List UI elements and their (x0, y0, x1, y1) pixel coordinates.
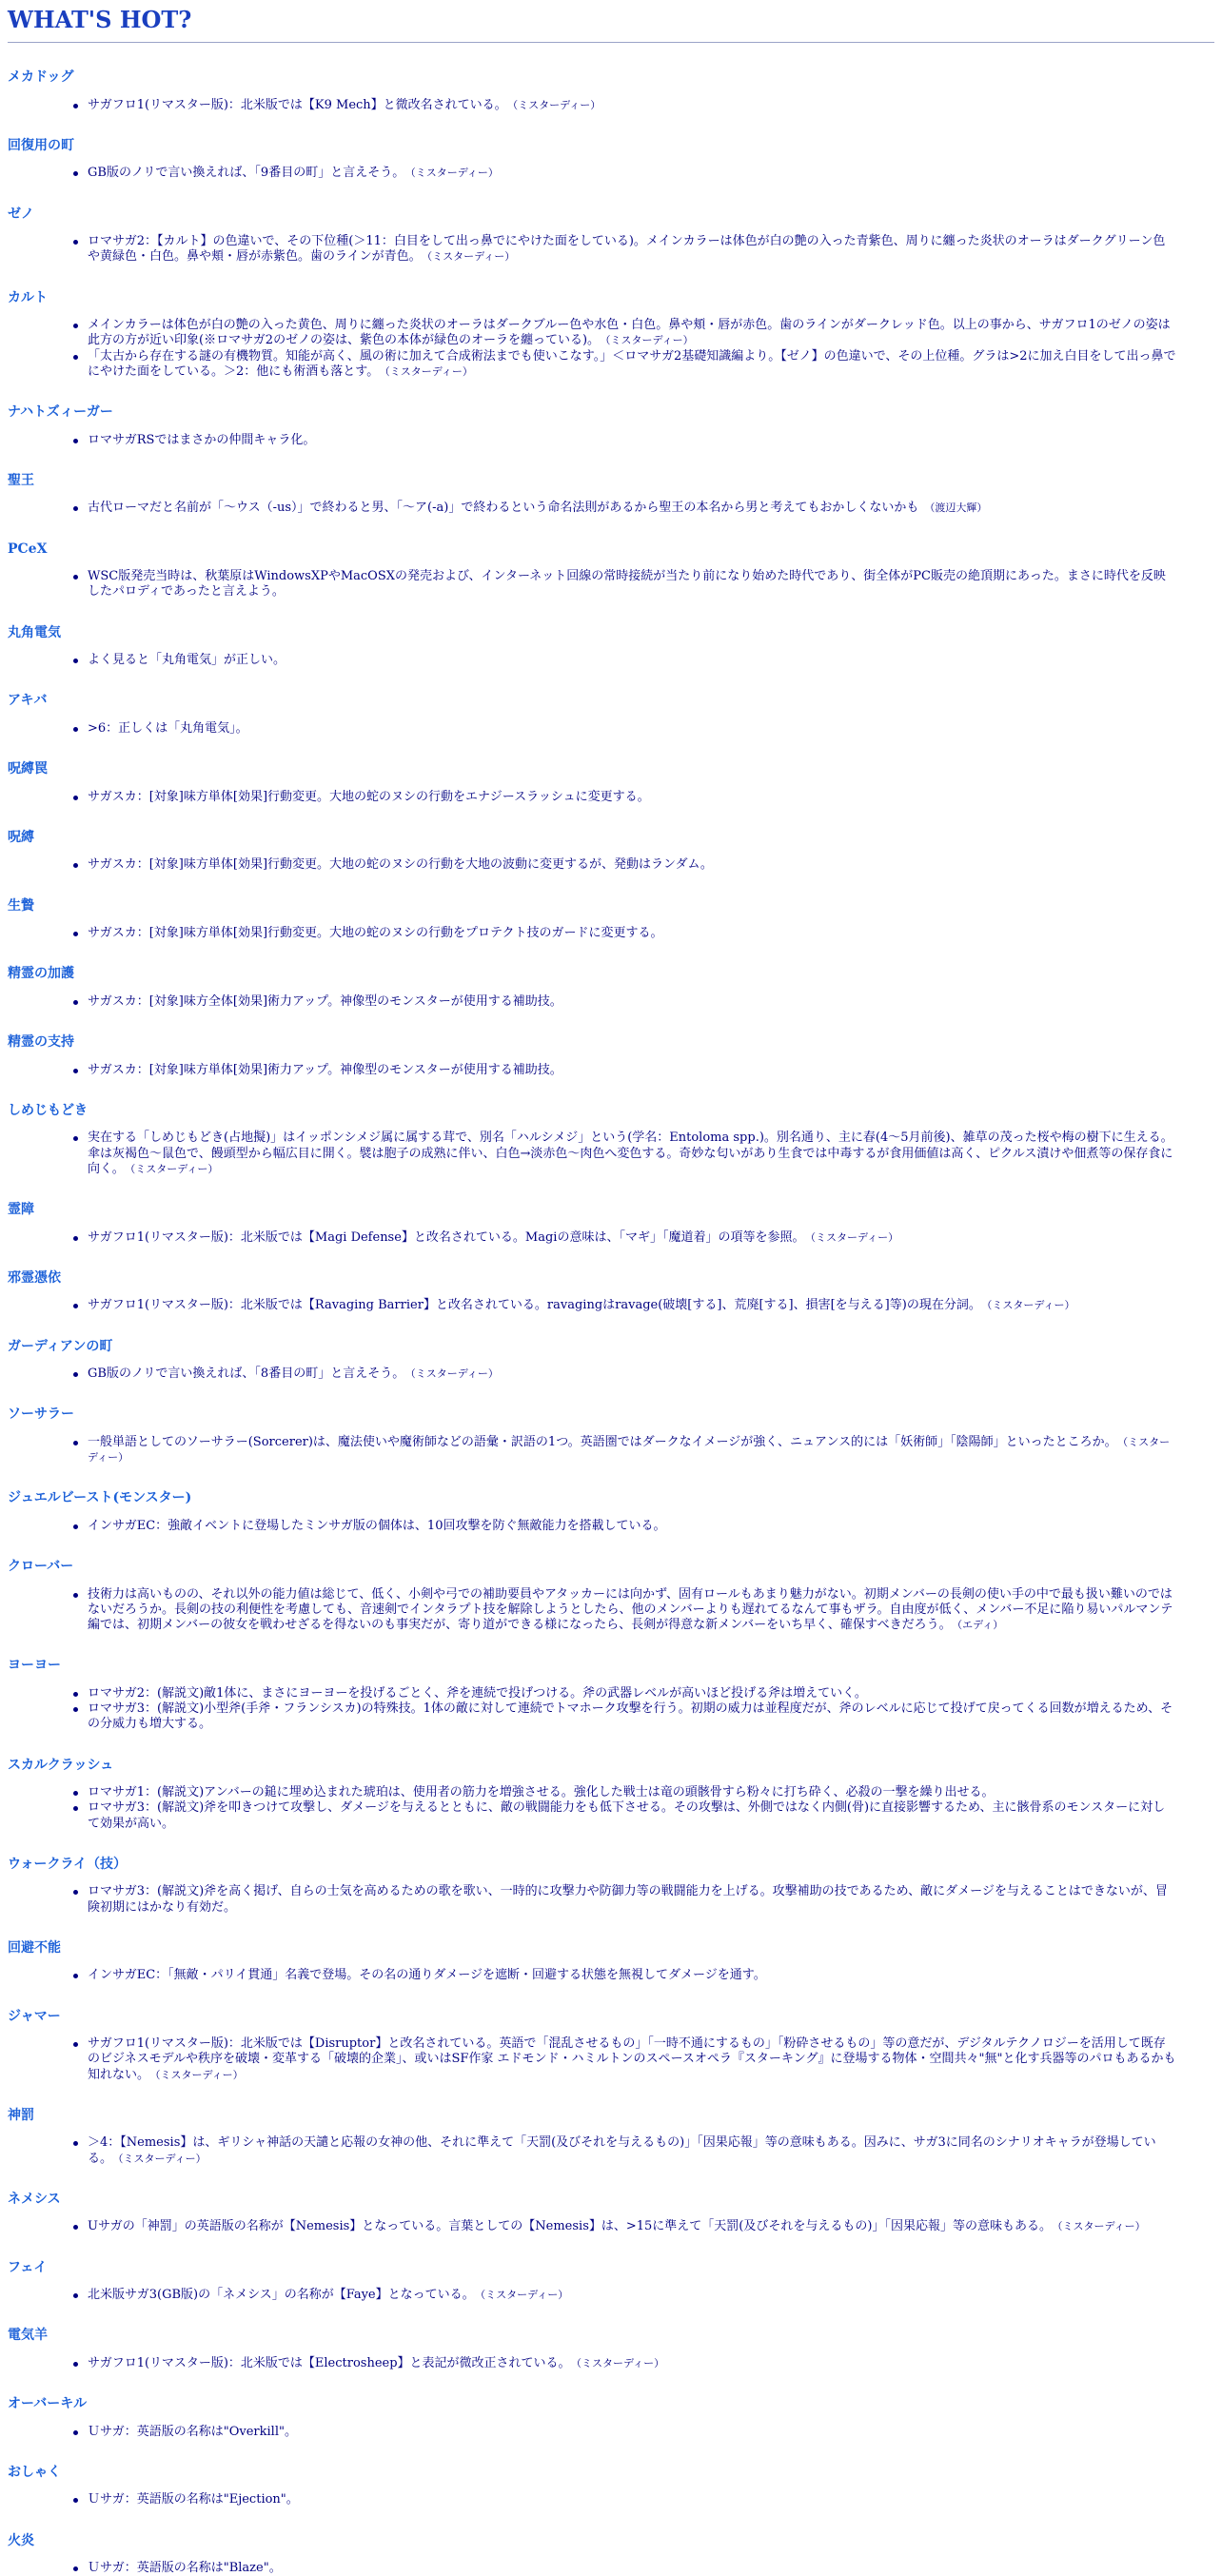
definition-item (88, 1298, 1214, 1313)
definition-text: GB版のノリで言い換えれば、「9番目の町」と言えそう。 (88, 166, 404, 180)
entry (8, 2235, 1214, 2304)
definition-list (8, 1367, 1214, 1382)
definition-list (8, 1230, 1214, 1246)
entry (8, 380, 1214, 448)
definition-text: Ｕサガ：英語版の名称は"Blaze"。 (88, 2561, 282, 2575)
entry (8, 2167, 1214, 2235)
entry-term: ジュエルビースト(モンスター) (8, 1465, 1214, 1519)
definition-text: ＞4：【Nemesis】は、ギリシャ神話の天譴と応報の女神の他、それに準えて「天罰(及びそれを与えるもの)」「因果応報」等の意味もある。因みに、サガ3に同名のシナリオキャラが登場している。 (88, 2135, 1156, 2165)
contributor-name: （渡辺大輝） (924, 501, 987, 514)
definition-text: ロマサガRSではまさかの仲間キャラ化。 (88, 433, 315, 447)
definition-text: サガフロ1(リマスター版)：北米版では【Ravaging Barrier】と改名されている。ravagingはravage(破壊[する]、荒廃[する]、損害[を与える]等)の現在分詞。 (88, 1298, 981, 1312)
entry-term: 精霊の加護 (8, 941, 1214, 994)
definition-item (88, 1131, 1214, 1177)
entry (8, 43, 1214, 113)
definition-list (8, 2135, 1214, 2167)
definition-text: 古代ローマだと名前が「～ウス（-us）」で終わると男、「～ア(-a)」で終わるという命名法則があるから聖王の本名から男と考えてもおかしくないかも (88, 501, 918, 515)
definition-text: 一般単語としてのソーサラー(Sorcerer)は、魔法使いや魔術師などの語彙・訳語の1つ。英語圏ではダークなイメージが強く、ニュアンス的には「妖術師」「陰陽師」といったところか。 (88, 1435, 1117, 1449)
definition-item (88, 433, 1214, 448)
definition-item (88, 1063, 1214, 1078)
definition-item (88, 1519, 1214, 1534)
entry-term: 神罰 (8, 2083, 1214, 2136)
definition-list (8, 234, 1214, 265)
definition-item (88, 857, 1214, 873)
entry (8, 517, 1214, 600)
entry-term: オーバーキル (8, 2371, 1214, 2425)
entry (8, 1246, 1214, 1314)
contributor-name: （ミスターディー） (1057, 2220, 1146, 2232)
entry-term: 呪縛罠 (8, 737, 1214, 790)
contributor-name: （ミスターディー） (130, 1163, 219, 1175)
definition-text: 北米版サガ3(GB版)の「ネメシス」の名称が【Faye】となっている。 (88, 2288, 475, 2302)
entry (8, 265, 1214, 381)
contributor-name: （ミスターディー） (481, 2289, 569, 2301)
entry-term: スカルクラッシュ (8, 1733, 1214, 1786)
entry (8, 600, 1214, 669)
definition-list (8, 653, 1214, 668)
definition-text: よく見ると「丸角電気」が正しい。 (88, 653, 286, 667)
contributor-name: （ミスターディー） (118, 2153, 207, 2165)
definition-list (8, 2219, 1214, 2234)
entry-term: クローバー (8, 1534, 1214, 1587)
entry (8, 1382, 1214, 1465)
entry (8, 182, 1214, 265)
definition-item (88, 2219, 1214, 2234)
entry-term: 霊障 (8, 1177, 1214, 1230)
definition-text: >6：正しくは「丸角電気」。 (88, 721, 248, 736)
definition-list (8, 98, 1214, 113)
definition-item (88, 318, 1214, 349)
definition-list (8, 2425, 1214, 2440)
entry-term: 火炎 (8, 2508, 1214, 2562)
contributor-name: （ミスターディー） (810, 1231, 898, 1244)
entry-term: 精霊の支持 (8, 1010, 1214, 1063)
definition-list (8, 501, 1214, 516)
entry-term: PCeX (8, 517, 1214, 570)
entry-term: ゼノ (8, 182, 1214, 235)
definition-list (8, 433, 1214, 448)
entry (8, 1733, 1214, 1832)
definition-list (8, 2036, 1214, 2083)
definition-item (88, 98, 1214, 113)
definition-list (8, 2561, 1214, 2576)
definition-item (88, 2425, 1214, 2440)
page-title: WHAT'S HOT? (8, 0, 1214, 43)
entry-term: 回復用の町 (8, 113, 1214, 167)
definition-text: サガスカ：[対象]味方単体[効果]行動変更。大地の蛇のヌシの行動を大地の波動に変更するが、発動はランダム。 (88, 857, 713, 872)
definition-text: ロマサガ2：【カルト】の色違いで、その下位種(＞11：白目をして出っ鼻でにやけた面をしている)。メインカラーは体色が白の艶の入った青紫色、周りに纏った炎状のオーラはダークグリーン色や黄緑色・白色。鼻や頬・唇が赤紫色。歯のラインが青色。 (88, 234, 1165, 264)
entry-term: しめじもどき (8, 1078, 1214, 1131)
definition-list (8, 1063, 1214, 1078)
definition-text: ロマサガ3：(解説文)斧を叩きつけて攻撃し、ダメージを与えるとともに、敵の戦闘能力をも低下させる。その攻撃は、外側ではなく内側(骨)に直接影響するため、主に骸骨系のモンスターに対して効果が高い。 (88, 1800, 1165, 1830)
entry (8, 2371, 1214, 2440)
definition-list (8, 2288, 1214, 2303)
entry (8, 1314, 1214, 1383)
definition-item (88, 2492, 1214, 2507)
entry (8, 113, 1214, 182)
definition-list (8, 721, 1214, 737)
entry (8, 1984, 1214, 2083)
definition-item (88, 1686, 1214, 1701)
entry (8, 1177, 1214, 1246)
definition-list (8, 1298, 1214, 1313)
entry (8, 1465, 1214, 1534)
entry (8, 2083, 1214, 2167)
definition-item (88, 994, 1214, 1010)
contributor-name: （ミスターディー） (987, 1299, 1075, 1311)
entry (8, 2440, 1214, 2508)
entry (8, 1534, 1214, 1633)
definition-list (8, 1884, 1214, 1916)
definition-list (8, 1519, 1214, 1534)
definition-text: GB版のノリで言い換えれば、「8番目の町」と言えそう。 (88, 1367, 404, 1381)
definition-item (88, 1367, 1214, 1382)
definition-text: Uサガの「神罰」の英語版の名称が【Nemesis】となっている。言葉としての【Nemesis】は、>15に準えて「天罰(及びそれを与えるもの)」「因果応報」等の意味もある。 (88, 2219, 1052, 2233)
contributor-name: （ミスターディー） (513, 99, 601, 111)
definition-item (88, 166, 1214, 181)
entry-term: 生贄 (8, 874, 1214, 927)
entry (8, 1010, 1214, 1078)
definition-text: 実在する「しめじもどき(占地擬)」はイッポンシメジ属に属する茸で、別名「ハルシメジ」という(学名：Entoloma spp.)。別名通り、主に春(4～5月前後)、雑草の茂った桜や梅の樹下に生える。傘は灰褐色～鼠色で、饅頭型から幅広目に開く。襞は胞子の成熟に伴い、白色→淡赤色～肉色へ変色する。奇妙な匂いがあり生食では中毒するが食用価値は高く、ピクルス漬けや佃煮等の保存食に向く。 (88, 1131, 1173, 1176)
entry-term: ウォークライ（技） (8, 1832, 1214, 1885)
definition-item (88, 790, 1214, 805)
entry-term: メカドッグ (8, 43, 1214, 98)
definition-item (88, 569, 1214, 600)
entry-term: おしゃく (8, 2440, 1214, 2493)
definition-text: Ｕサガ：英語版の名称は"Ejection"。 (88, 2492, 299, 2507)
contributor-name: （ミスターディー） (577, 2357, 665, 2370)
definition-item (88, 2036, 1214, 2083)
definition-list (8, 1785, 1214, 1832)
entry-term: ナハトズィーガー (8, 380, 1214, 433)
entry-list (8, 43, 1214, 2576)
definition-text: WSC版発売当時は、秋葉原はWindowsXPやMacOSXの発売および、インターネット回線の常時接続が当たり前になり始めた時代であり、街全体がPC販売の絶頂期にあった。まさに時代を反映したパロディであったと言えよう。 (88, 569, 1166, 599)
definition-item (88, 1701, 1214, 1733)
contributor-name: （ミスターディー） (155, 2069, 244, 2081)
definition-item (88, 349, 1214, 381)
definition-item (88, 2356, 1214, 2371)
entry (8, 737, 1214, 805)
definition-item (88, 926, 1214, 941)
definition-text: Ｕサガ：英語版の名称は"Overkill"。 (88, 2425, 297, 2439)
definition-list (8, 994, 1214, 1010)
definition-item (88, 1230, 1214, 1246)
definition-text: ロマサガ3：(解説文)斧を高く掲げ、自らの士気を高めるための歌を歌い、一時的に攻撃力や防御力等の戦闘能力を上げる。攻撃補助の技であるため、敵にダメージを与えることはできないが、冒険初期にはかなり有効だ。 (88, 1884, 1168, 1914)
definition-item (88, 653, 1214, 668)
contributor-name: （ミスターディー） (88, 1436, 1170, 1464)
definition-item (88, 2561, 1214, 2576)
entry-term: アキバ (8, 668, 1214, 721)
definition-item (88, 1587, 1214, 1634)
definition-text: ロマサガ2：(解説文)敵1体に、まさにヨーヨーを投げるごとく、斧を連続で投げつける。斧の武器レベルが高いほど投げる斧は増えていく。 (88, 1686, 867, 1701)
entry (8, 874, 1214, 942)
definition-list (8, 857, 1214, 873)
contributor-name: （ミスターディー） (384, 365, 473, 378)
definition-list (8, 318, 1214, 380)
definition-text: サガスカ：[対象]味方単体[効果]行動変更。大地の蛇のヌシの行動をエナジースラッシュに変更する。 (88, 790, 650, 804)
entry (8, 448, 1214, 517)
definition-text: ロマサガ3：(解説文)小型斧(手斧・フランシスカ)の特殊技。1体の敵に対して連続でトマホーク攻撃を行う。初期の威力は並程度だが、斧のレベルに応じて投げて戻ってくる回数が増えるため、その分威力も増大する。 (88, 1701, 1173, 1731)
contributor-name: （ミスターディー） (410, 1367, 499, 1380)
entry (8, 1078, 1214, 1177)
definition-list (8, 1131, 1214, 1177)
entry (8, 2303, 1214, 2371)
definition-list (8, 166, 1214, 181)
entry-term: 邪霊憑依 (8, 1246, 1214, 1299)
definition-text: サガスカ：[対象]味方全体[効果]術力アップ。神像型のモンスターが使用する補助技。 (88, 994, 562, 1009)
entry-term: ソーサラー (8, 1382, 1214, 1435)
definition-text: インサガEC：「無敵・パリイ貫通」名義で登場。その名の通りダメージを遮断・回避する状態を無視してダメージを通す。 (88, 1968, 766, 1982)
entry-term: フェイ (8, 2235, 1214, 2289)
definition-item (88, 1785, 1214, 1800)
entry-term: 回避不能 (8, 1916, 1214, 1969)
definition-text: 「太古から存在する謎の有機物質。知能が高く、風の術に加えて合成術法までも使いこなす。」＜ロマサガ2基礎知識編より。【ゼノ】の色違いで、その上位種。グラは>2に加え白目をして出っ鼻でにやけた面をしている。＞2：他にも術酒も落とす。 (88, 349, 1176, 379)
definition-list (8, 2492, 1214, 2507)
entry (8, 2508, 1214, 2576)
entry (8, 1916, 1214, 1984)
definition-list (8, 569, 1214, 600)
definition-list (8, 2356, 1214, 2371)
contributor-name: （ミスターディー） (427, 250, 516, 263)
definition-item (88, 234, 1214, 265)
entry (8, 805, 1214, 874)
entry-term: 呪縛 (8, 805, 1214, 858)
entry-term: 聖王 (8, 448, 1214, 501)
contributor-name: （ミスターディー） (605, 334, 694, 346)
definition-item (88, 721, 1214, 737)
entry-term: ネメシス (8, 2167, 1214, 2220)
definition-item (88, 1968, 1214, 1983)
definition-text: ロマサガ1：(解説文)アンバーの鎚に埋め込まれた琥珀は、使用者の筋力を増強させる。強化した戦士は竜の頭骸骨すら粉々に打ち砕く、必殺の一撃を繰り出せる。 (88, 1785, 994, 1799)
definition-item (88, 1884, 1214, 1916)
definition-text: 技術力は高いものの、それ以外の能力値は総じて、低く、小剣や弓での補助要員やアタッカーには向かず、固有ロールもあまり魅力がない。初期メンバーの長剣の使い手の中で最も扱い難いのではないだろうか。長剣の技の利便性を考慮しても、音速剣でインタラプト技を解除しようとしたら、他のメンバーよりも遅れてるなんて事もザラ。自由度が低く、メンバー不足に陥り易いパルマンテ編では、初期メンバーの彼女を戦わせざるを得ないのも事実だが、寄り道ができる様になったら、長剣が得意な新メンバーをいち早く、確保すべきだろう。 (88, 1587, 1173, 1633)
entry (8, 941, 1214, 1010)
entry-term: ガーディアンの町 (8, 1314, 1214, 1367)
definition-list (8, 1686, 1214, 1733)
definition-item (88, 2135, 1214, 2167)
definition-text: サガフロ1(リマスター版)：北米版では【Magi Defense】と改名されている。Magiの意味は、「マギ」「魔道着」の項等を参照。 (88, 1230, 804, 1245)
definition-text: インサガEC：強敵イベントに登場したミンサガ版の個体は、10回攻撃を防ぐ無敵能力を搭載している。 (88, 1519, 665, 1533)
definition-text: サガスカ：[対象]味方単体[効果]行動変更。大地の蛇のヌシの行動をプロテクト技のガードに変更する。 (88, 926, 663, 940)
definition-list (8, 1968, 1214, 1983)
definition-item (88, 2288, 1214, 2303)
contributor-name: （エディ） (957, 1619, 1004, 1631)
entry-term: 電気羊 (8, 2303, 1214, 2356)
entry (8, 668, 1214, 737)
contributor-name: （ミスターディー） (410, 167, 499, 179)
entry-term: ヨーヨー (8, 1633, 1214, 1686)
entry-term: ジャマー (8, 1984, 1214, 2037)
definition-item (88, 1800, 1214, 1832)
definition-list (8, 926, 1214, 941)
definition-list (8, 1587, 1214, 1634)
definition-text: サガフロ1(リマスター版)：北米版では【Disruptor】と改名されている。英語で「混乱させるもの」「一時不通にするもの」「粉砕させるもの」等の意だが、デジタルテクノロジーを活用して既存のビジネスモデルや秩序を破壊・変革する「破壊的企業」、或いはSF作家 エドモンド・ハミルトンのスペースオペラ『スターキング』に登場する物体・空間共々"無"と化す兵器等のパロもあるかも知れない。 (88, 2036, 1175, 2082)
definition-list (8, 790, 1214, 805)
definition-list (8, 1435, 1214, 1466)
entry-term: 丸角電気 (8, 600, 1214, 654)
entry (8, 1832, 1214, 1916)
definition-item (88, 1435, 1214, 1466)
definition-text: メインカラーは体色が白の艶の入った黄色、周りに纏った炎状のオーラはダークブルー色や水色・白色。鼻や頬・唇が赤色。歯のラインがダークレッド色。以上の事から、サガフロ1のゼノの姿は此方の方が近い印象(※ロマサガ2のゼノの姿は、紫色の本体が緑色のオーラを纏っている)。 (88, 318, 1171, 347)
entry (8, 1633, 1214, 1732)
entry-term: カルト (8, 265, 1214, 319)
definition-text: サガスカ：[対象]味方単体[効果]術力アップ。神像型のモンスターが使用する補助技。 (88, 1063, 562, 1077)
definition-text: サガフロ1(リマスター版)：北米版では【K9 Mech】と微改名されている。 (88, 98, 507, 112)
definition-text: サガフロ1(リマスター版)：北米版では【Electrosheep】と表記が微改正されている。 (88, 2356, 571, 2370)
definition-item (88, 501, 1214, 516)
